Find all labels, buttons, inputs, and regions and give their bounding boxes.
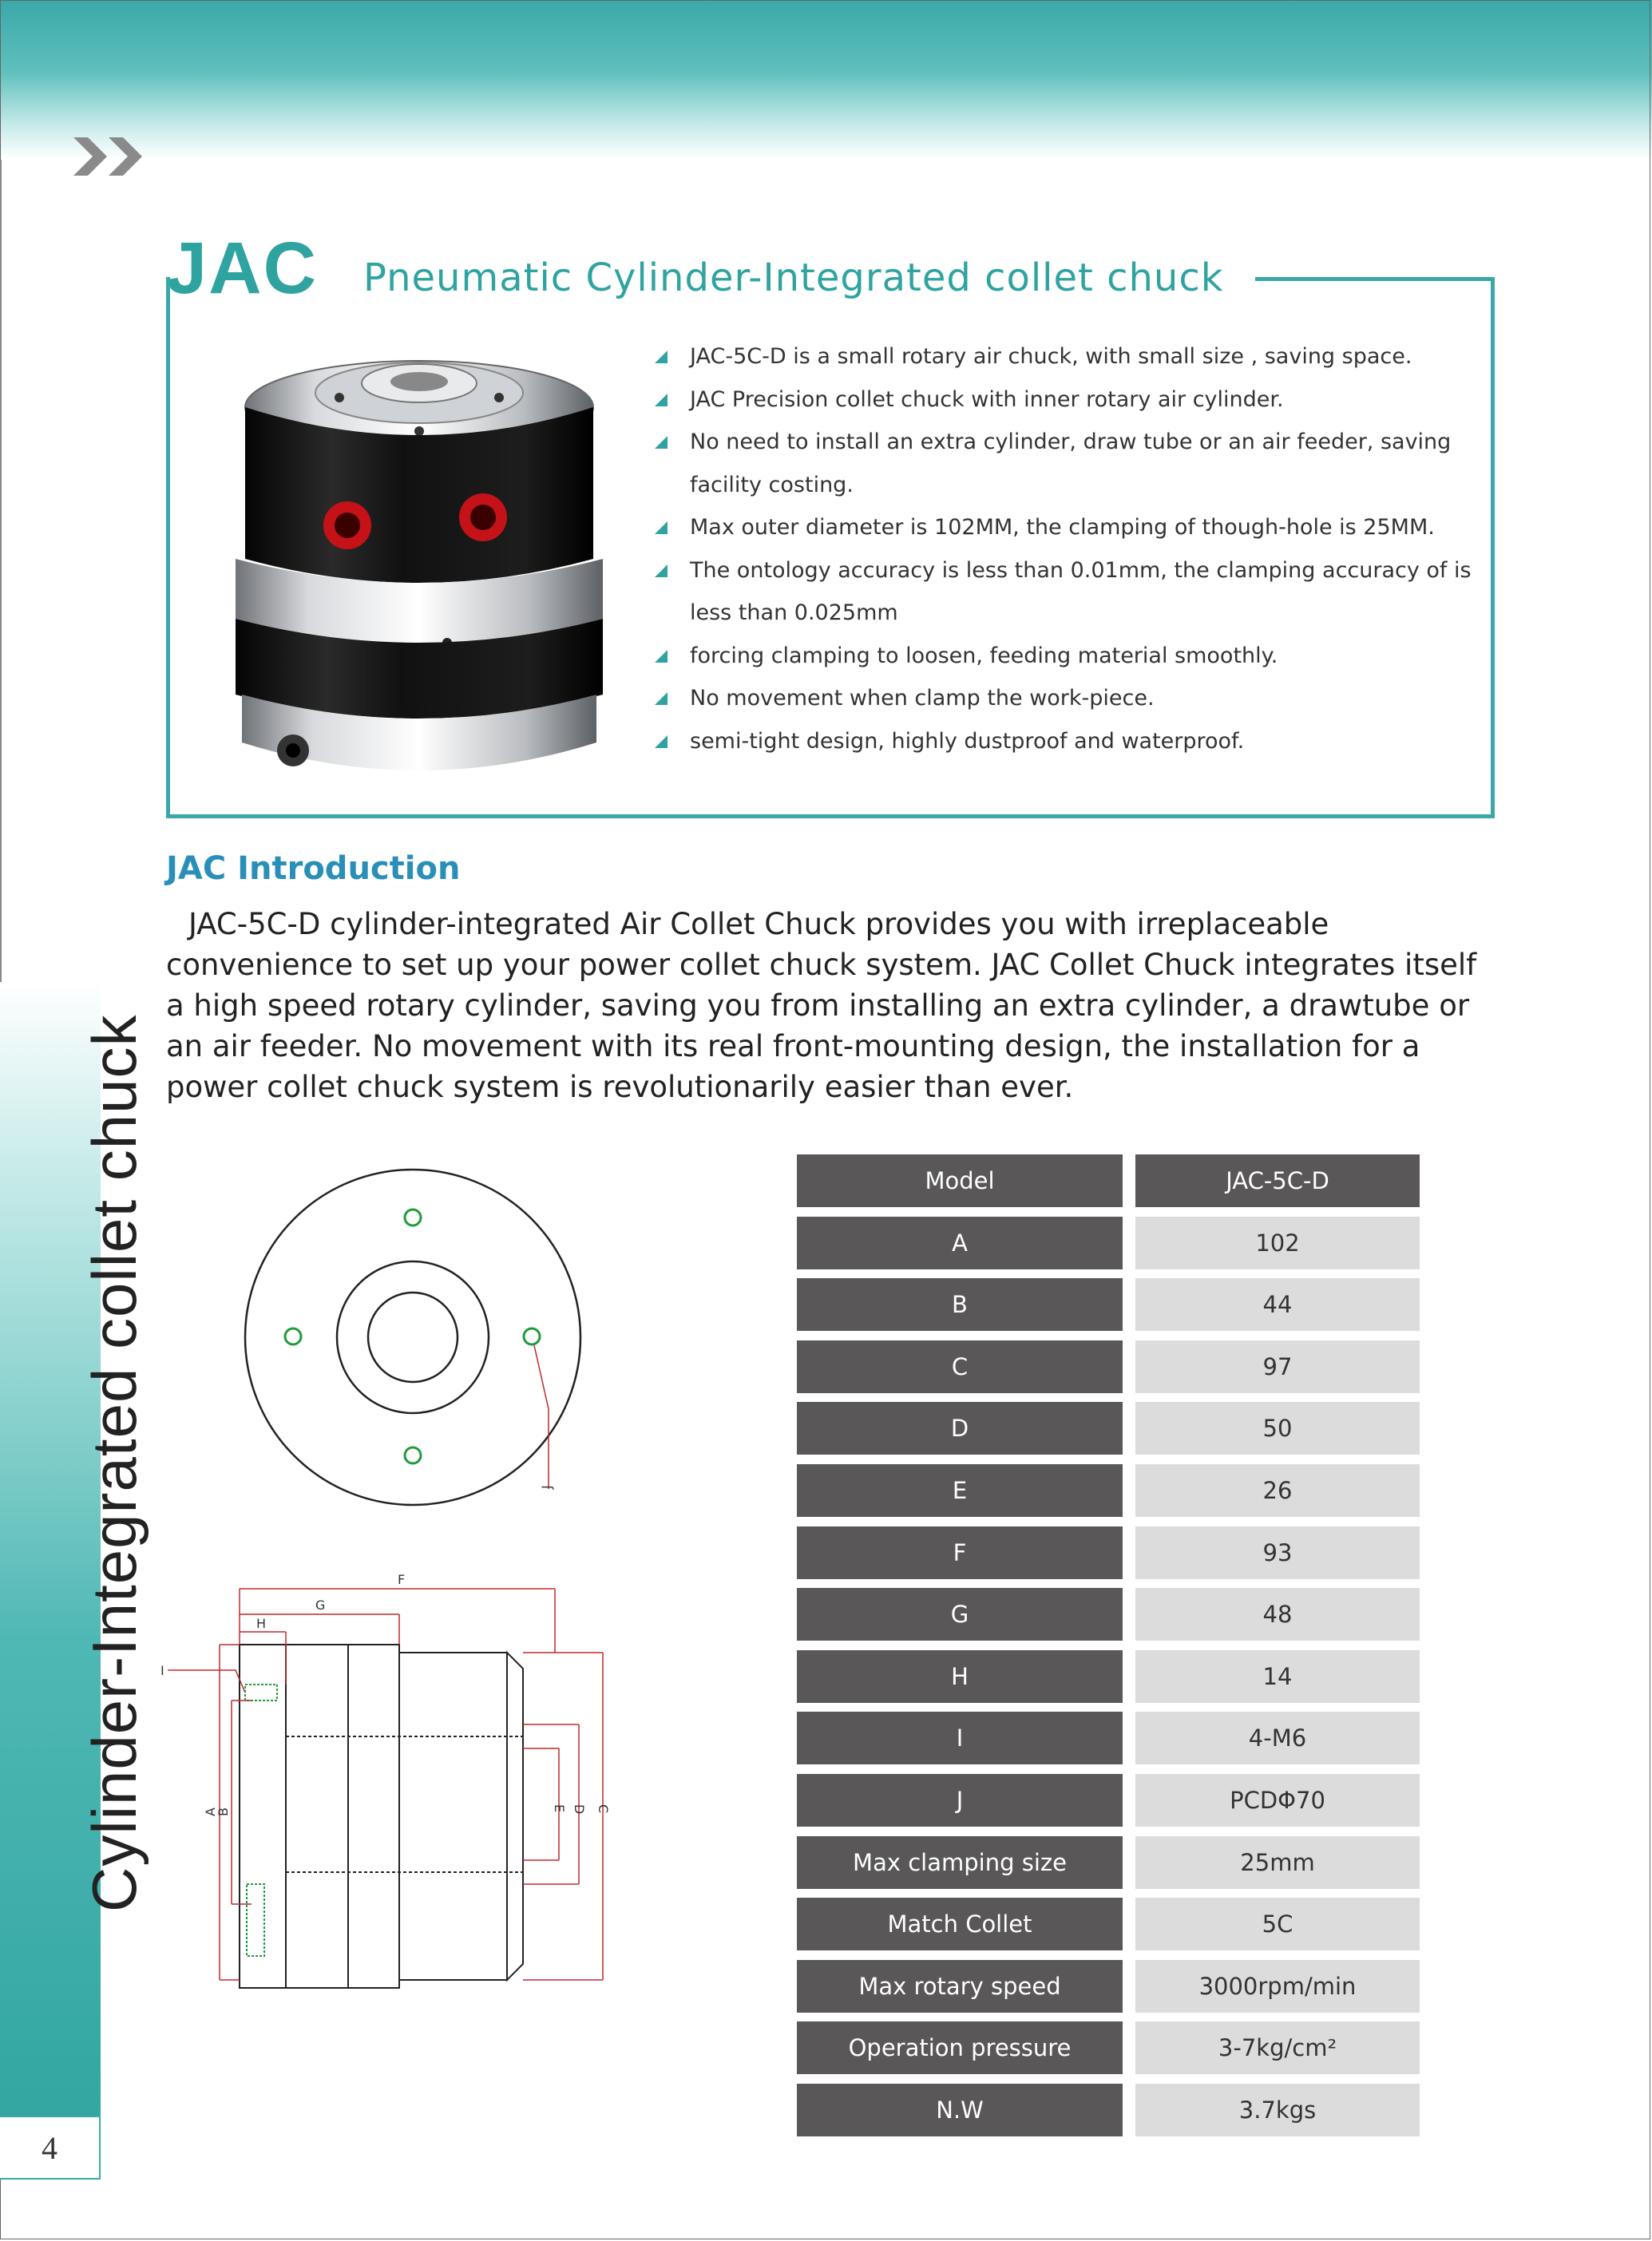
table-header-label: Model bbox=[797, 1154, 1123, 1207]
spec-label: B bbox=[797, 1278, 1123, 1331]
spec-value: 25mm bbox=[1135, 1836, 1420, 1889]
spec-label: F bbox=[797, 1526, 1123, 1579]
spec-table bbox=[797, 1154, 1420, 2146]
spec-label: G bbox=[797, 1588, 1123, 1641]
table-row bbox=[797, 1402, 1420, 1455]
spec-value: 44 bbox=[1135, 1278, 1420, 1331]
double-chevron-icon bbox=[72, 136, 152, 177]
spec-value: 97 bbox=[1135, 1340, 1420, 1393]
side-title: Cylinder-Integrated collet chuck bbox=[79, 1014, 149, 1912]
table-row bbox=[797, 1217, 1420, 1269]
intro-paragraph: JAC-5C-D cylinder-integrated Air Collet Chuck provides you with irreplaceable convenience to set up your power collet chuck system. JAC Collet Chuck integrates itself a high speed rotary cylinder, saving you from installing an extra cylinder, a drawtube or an air feeder. No movement with its real front-mounting design, the installation for a power collet chuck system is revolutionarily easier than ever. bbox=[166, 907, 1477, 1104]
spec-value: 3-7kg/cm² bbox=[1135, 2021, 1420, 2074]
table-header-value: JAC-5C-D bbox=[1135, 1154, 1420, 1207]
spec-value: 50 bbox=[1135, 1402, 1420, 1455]
product-photo bbox=[228, 343, 611, 798]
spec-label: H bbox=[797, 1650, 1123, 1703]
product-title: Pneumatic Cylinder-Integrated collet chuck bbox=[363, 255, 1224, 300]
dimension-label-i: I bbox=[160, 1663, 164, 1678]
table-row bbox=[797, 1960, 1420, 2013]
table-row bbox=[797, 1898, 1420, 1950]
left-rule bbox=[0, 160, 2, 982]
spec-label: C bbox=[797, 1340, 1123, 1393]
spec-value: 3000rpm/min bbox=[1135, 1960, 1420, 2013]
feature-item: JAC-5C-D is a small rotary air chuck, with small size , saving space. bbox=[653, 335, 1484, 378]
bullet-triangle-icon bbox=[655, 735, 668, 748]
dimension-label-j: J bbox=[539, 1485, 554, 1489]
bullet-triangle-icon bbox=[655, 436, 668, 449]
spec-value: 26 bbox=[1135, 1464, 1420, 1517]
dimension-label-h: H bbox=[256, 1616, 267, 1631]
table-row bbox=[797, 1464, 1420, 1517]
spec-label: J bbox=[797, 1774, 1123, 1827]
table-row bbox=[797, 2021, 1420, 2074]
spec-value: 3.7kgs bbox=[1135, 2084, 1420, 2136]
dimension-label-g: G bbox=[315, 1598, 326, 1613]
table-row bbox=[797, 1526, 1420, 1579]
spec-value: 5C bbox=[1135, 1898, 1420, 1950]
table-row bbox=[797, 1774, 1420, 1827]
spec-label: Max rotary speed bbox=[797, 1960, 1123, 2013]
spec-value: 14 bbox=[1135, 1650, 1420, 1703]
spec-label: I bbox=[797, 1712, 1123, 1764]
page-number: 4 bbox=[0, 2116, 101, 2180]
spec-label: Match Collet bbox=[797, 1898, 1123, 1950]
feature-item: forcing clamping to loosen, feeding material smoothly. bbox=[653, 635, 1484, 678]
dimension-label-d: D bbox=[572, 1804, 587, 1815]
bullet-triangle-icon bbox=[655, 692, 668, 705]
table-row bbox=[797, 1836, 1420, 1889]
spec-value: 102 bbox=[1135, 1217, 1420, 1269]
dimension-label-e: E bbox=[552, 1804, 567, 1813]
spec-label: D bbox=[797, 1402, 1123, 1455]
bullet-triangle-icon bbox=[655, 350, 668, 363]
feature-item: No movement when clamp the work-piece. bbox=[653, 677, 1484, 720]
table-row bbox=[797, 1340, 1420, 1393]
bullet-triangle-icon bbox=[655, 564, 668, 577]
table-row bbox=[797, 1588, 1420, 1641]
bullet-triangle-icon bbox=[655, 650, 668, 663]
spec-label: Max clamping size bbox=[797, 1836, 1123, 1889]
front-view-drawing bbox=[217, 1154, 600, 1537]
spec-value: 48 bbox=[1135, 1588, 1420, 1641]
bullet-triangle-icon bbox=[655, 394, 668, 406]
feature-item: Max outer diameter is 102MM, the clamping of though-hole is 25MM. bbox=[653, 506, 1484, 549]
feature-item: No need to install an extra cylinder, draw tube or an air feeder, saving facility costing. bbox=[653, 421, 1484, 506]
feature-list bbox=[653, 335, 1484, 762]
spec-label: E bbox=[797, 1464, 1123, 1517]
frame-corner bbox=[166, 327, 170, 335]
bullet-triangle-icon bbox=[655, 521, 668, 534]
spec-value: PCDΦ70 bbox=[1135, 1774, 1420, 1827]
feature-item: JAC Precision collet chuck with inner rotary air cylinder. bbox=[653, 378, 1484, 422]
table-row bbox=[797, 1712, 1420, 1764]
table-row bbox=[797, 1278, 1420, 1331]
brand-logo-text: JAC bbox=[166, 228, 319, 309]
feature-item: semi-tight design, highly dustproof and waterproof. bbox=[653, 720, 1484, 763]
table-header-row bbox=[797, 1154, 1420, 1207]
intro-heading: JAC Introduction bbox=[166, 850, 461, 887]
frame-top-rule bbox=[1255, 277, 1495, 281]
spec-label: Operation pressure bbox=[797, 2021, 1123, 2074]
side-view-drawing bbox=[156, 1565, 683, 2012]
spec-value: 4-M6 bbox=[1135, 1712, 1420, 1764]
dimension-label-f: F bbox=[398, 1572, 406, 1587]
top-banner bbox=[0, 0, 1652, 160]
table-row bbox=[797, 1650, 1420, 1703]
dimension-label-a: A bbox=[203, 1807, 218, 1816]
dimension-label-c: C bbox=[596, 1804, 611, 1814]
feature-item: The ontology accuracy is less than 0.01mm, the clamping accuracy of is less than 0.025mm bbox=[653, 549, 1484, 635]
table-row bbox=[797, 2084, 1420, 2136]
spec-label: A bbox=[797, 1217, 1123, 1269]
dimension-label-b: B bbox=[216, 1807, 231, 1816]
spec-label: N.W bbox=[797, 2084, 1123, 2136]
spec-value: 93 bbox=[1135, 1526, 1420, 1579]
